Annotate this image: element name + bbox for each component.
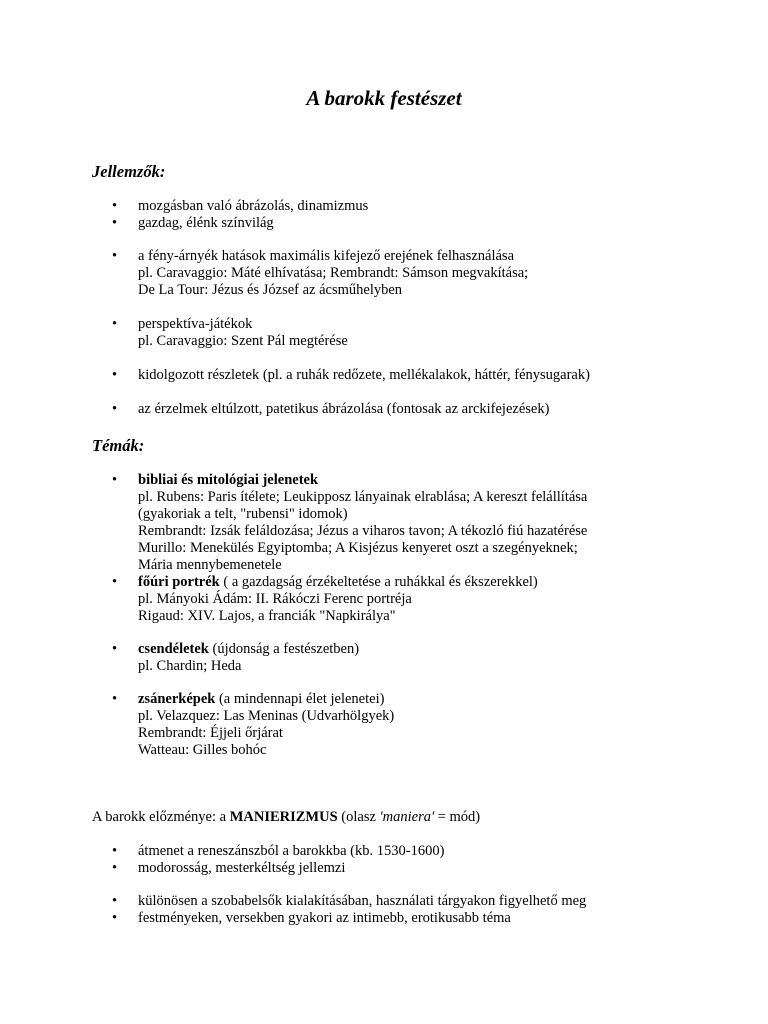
intro-italic: 'maniera' (379, 809, 435, 825)
list-item-text: pl. Velazquez: Las Meninas (Udvarhölgyek) (138, 708, 395, 724)
list-item-text: • átmenet a reneszánszból a barokkba (kb. 1530-1600) (138, 843, 445, 859)
list-item-text: • az érzelmek eltúlzott, patetikus ábrázolása (fontosak az arckifejezések) (138, 401, 550, 417)
list-item-text: • kidolgozott részletek (pl. a ruhák redőzete, mellékalakok, háttér, fénysugarak) (138, 367, 590, 383)
list-item-text: Rembrandt: Éjjeli őrjárat (138, 725, 283, 741)
list-item-text: • különösen a szobabelsők kialakításában, használati tárgyakon figyelhető meg (138, 893, 587, 909)
page-title: A barokk festészet (306, 86, 462, 110)
list-item (138, 641, 359, 675)
intro-text: (olasz (337, 809, 380, 825)
list-item-bold: bibliai és mitológiai jelenetek (138, 472, 319, 488)
list-item (138, 860, 345, 877)
list-item-text: • festményeken, versekben gyakori az intimebb, erotikusabb téma (138, 910, 511, 926)
list-item-bold: főúri portrék (138, 574, 220, 590)
list-item-text: (a mindennapi élet jelenetei) (215, 691, 385, 707)
list-item-text: (újdonság a festészetben) (208, 641, 360, 657)
list-item (138, 691, 394, 759)
list-item-text: pl. Rubens: Paris ítélete; Leukipposz lányainak elrablása; A kereszt felállítása (138, 489, 588, 505)
list-item-text: pl. Chardin; Heda (138, 658, 242, 674)
list-item (138, 843, 444, 860)
section-heading-temak: Témák: (92, 436, 145, 455)
list-item (138, 910, 511, 927)
list-item-bold: zsánerképek (138, 691, 216, 707)
list-item-bold: csendéletek (138, 641, 209, 657)
intro-bold: MANIERIZMUS (229, 809, 338, 825)
list-item (138, 574, 538, 625)
intro-text: A barokk előzménye: a (92, 809, 230, 825)
list-item-text: Mária mennybemenetele (138, 557, 282, 573)
list-item (138, 401, 549, 418)
list-item (138, 893, 586, 910)
list-item-text: Rembrandt: Izsák feláldozása; Jézus a viharos tavon; A tékozló fiú hazatérése (138, 523, 588, 539)
list-item-text: (gyakoriak a telt, "rubensi" idomok) (138, 506, 348, 522)
list-item-text: Watteau: Gilles bohóc (138, 742, 267, 758)
list-item-text: • mozgásban való ábrázolás, dinamizmus (138, 198, 369, 214)
list-item-text: • perspektíva-játékok (138, 316, 253, 332)
list-item (138, 215, 274, 232)
list-item-text: • modorosság, mesterkéltség jellemzi (138, 860, 346, 876)
list-item-text: ( a gazdagság érzékeltetése a ruhákkal és ékszerekkel) (219, 574, 538, 590)
list-item-text: Rigaud: XIV. Lajos, a franciák "Napkirálya" (138, 608, 396, 624)
section-heading-jellemzok: Jellemzők: (92, 162, 166, 181)
list-item (138, 198, 368, 215)
list-item (138, 472, 587, 574)
intro-text: = mód) (434, 809, 481, 825)
list-item (138, 316, 348, 350)
list-item-text: pl. Caravaggio: Szent Pál megtérése (138, 333, 348, 349)
list-item (138, 248, 528, 299)
list-item-text: De La Tour: Jézus és József az ácsműhelyben (138, 282, 403, 298)
list-item (138, 367, 590, 384)
manierizmus-intro (92, 809, 480, 826)
list-item-text: • a fény-árnyék hatások maximális kifejező erejének felhasználása (138, 248, 515, 264)
list-item-text: • gazdag, élénk színvilág (138, 215, 274, 231)
list-item-text: Murillo: Menekülés Egyiptomba; A Kisjézus kenyeret oszt a szegényeknek; (138, 540, 578, 556)
list-item-text: pl. Caravaggio: Máté elhívatása; Rembrandt: Sámson megvakítása; (138, 265, 529, 281)
list-item-text: pl. Mányoki Ádám: II. Rákóczi Ferenc portréja (138, 591, 412, 607)
